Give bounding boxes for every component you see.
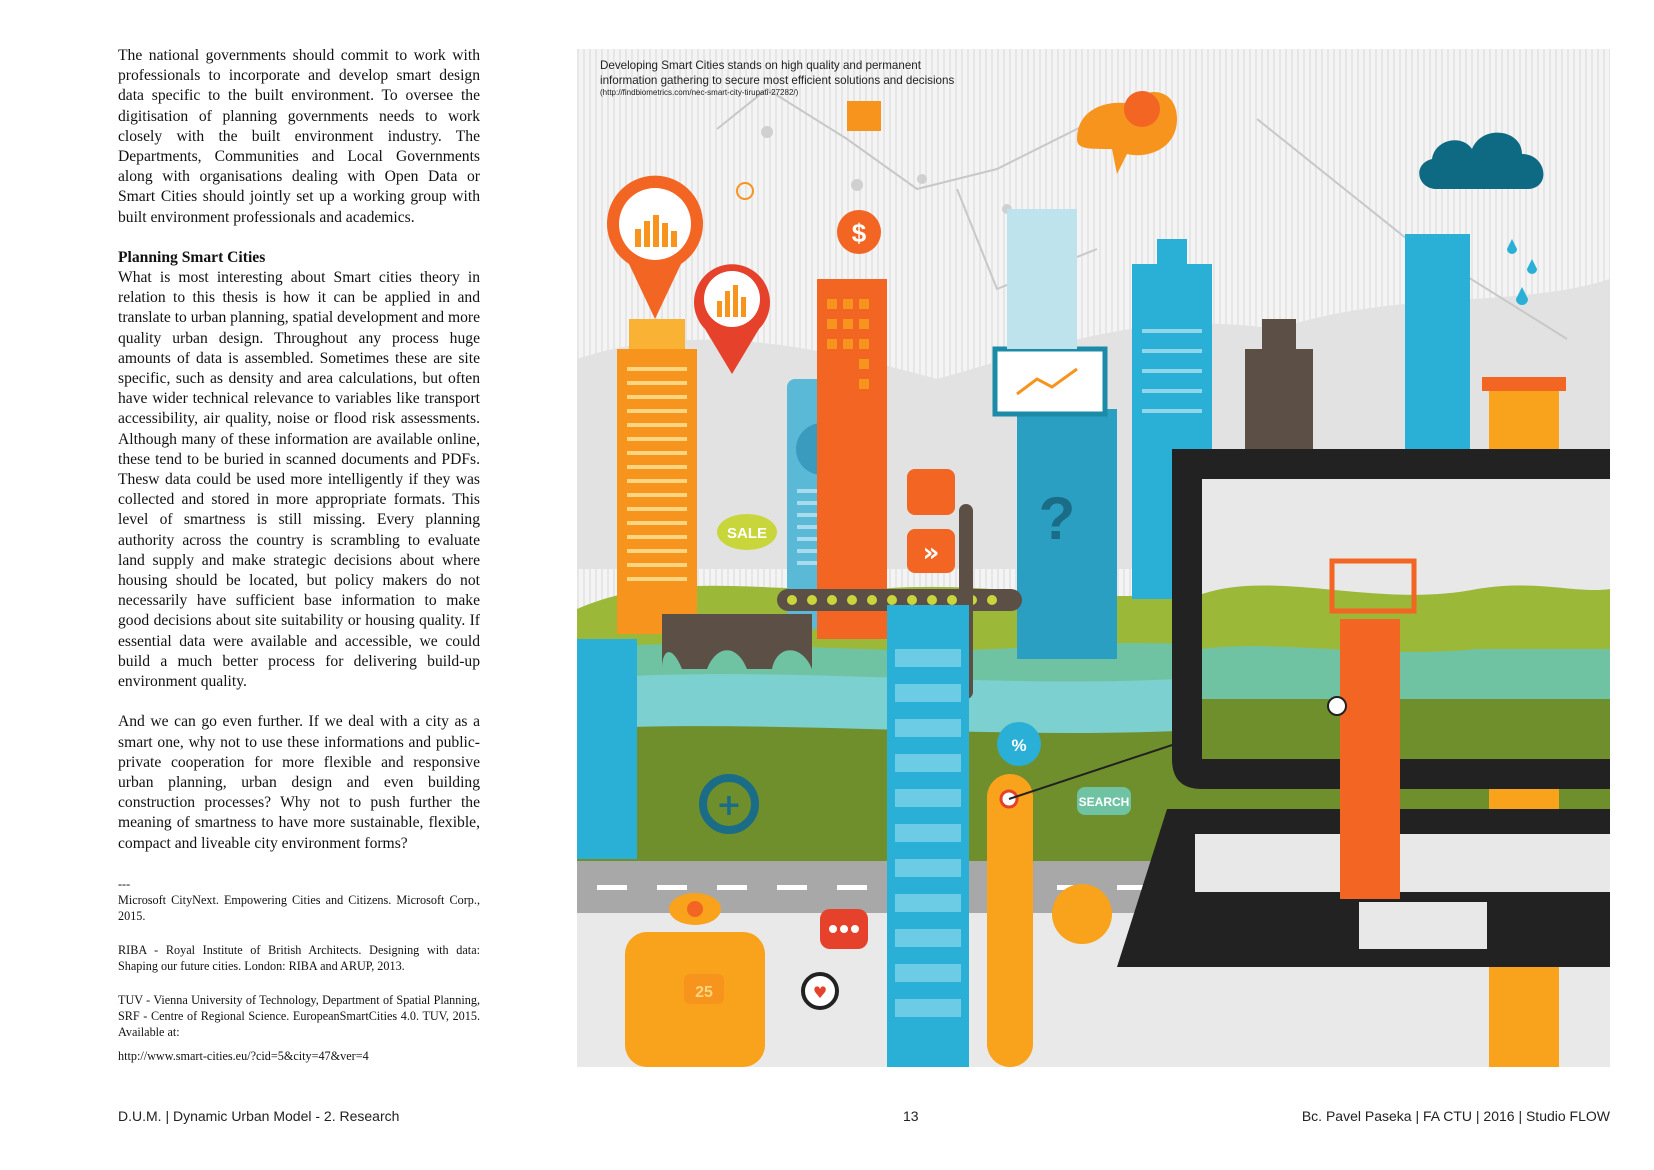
caption-line: Developing Smart Cities stands on high quality and permanent — [600, 59, 921, 72]
percent-sign: % — [1011, 736, 1027, 755]
dollar-sign: $ — [851, 218, 867, 248]
references-separator: --- — [118, 877, 131, 891]
page-number: 13 — [903, 1108, 919, 1124]
search-label: SEARCH — [1078, 795, 1130, 809]
caption-line: information gathering to secure most efficient solutions and decisions — [600, 74, 955, 87]
body-paragraph: And we can go even further. If we deal with a city as a smart one, why not to use these informations and public-private cooperation for more flexible and responsive urban planning, urban design and even building construction processes? Why not to push further the meaning of smartness to have more sustainable, flexible, compact and liveable city environment forms? — [118, 713, 480, 852]
trackpad — [1359, 902, 1487, 949]
building — [817, 279, 887, 639]
building — [987, 774, 1033, 1067]
monitor-icon — [995, 349, 1105, 414]
building — [577, 639, 637, 859]
puzzle-icon — [847, 101, 881, 131]
calendar-day: 25 — [695, 984, 713, 1001]
reference-item: TUV - Vienna University of Technology, Department of Spatial Planning, SRF - Centre of Regional Science. EuropeanSmartCities 4.0. TUV, 2015. Available at: — [118, 993, 480, 1039]
building — [1340, 619, 1400, 899]
section-heading: Planning Smart Cities — [118, 248, 266, 266]
body-paragraph: What is most interesting about Smart cities theory in relation to this thesis is how it can be applied in and translate to urban planning, spatial development and more quality urban design. Throughout any process huge amounts of data is assembled. Sometimes these are site specific, such as density and area calculations, but often have wider technical relevance to variables like transport accessibility, air quality, noise or flood risk assessments. Although many of these information are available online, these tend to be buried in scanned documents and PDFs. Thesw data could be used more intelligently if they was collected and stored in more appropriate formats. This level of smartness is still missing. Every planning authority across the country is scrambling to evaluate land supply and make strategic decisions about where housing should be located, but policy makers do not necessarily have sufficient base information to make good decisions about site suitability or housing quality. If essential data were available and accessible, we could build a much better process for delivering build-up environment quality. — [118, 269, 481, 691]
reference-link[interactable]: http://www.smart-cities.eu/?cid=5&city=47&ver=4 — [118, 1049, 369, 1063]
svg-text:♥: ♥ — [812, 983, 828, 1002]
smart-city-illustration — [577, 49, 1610, 1067]
text-column — [118, 46, 480, 854]
footer-right: Bc. Pavel Paseka | FA CTU | 2016 | Studio FLOW — [1301, 1108, 1610, 1124]
footer-left: D.U.M. | Dynamic Urban Model - 2. Research — [118, 1108, 400, 1124]
references — [118, 876, 480, 1082]
body-paragraph: The national governments should commit to work with professionals to incorporate and develop smart design data specific to the built environment. To oversee the digitisation of planning governments needs to work closely with the built environment industry. The Departments, Communities and Local Governments along with organisations dealing with Open Data or Smart Cities should jointly set up a working group with built environment professionals and academics. — [118, 47, 480, 226]
chart-icon — [907, 469, 955, 515]
camera-icon — [1052, 884, 1112, 944]
building — [617, 349, 697, 634]
sale-label: SALE — [726, 525, 768, 542]
illustration-caption — [600, 58, 1020, 98]
question-mark: ? — [1038, 485, 1076, 552]
caption-source: (http://findbiometrics.com/nec-smart-city-tirupati-27282/) — [600, 88, 799, 97]
svg-text:+: + — [716, 788, 742, 823]
reference-item: Microsoft CityNext. Empowering Cities and Citizens. Microsoft Corp., 2015. — [118, 893, 480, 923]
svg-text:»: » — [922, 538, 940, 568]
building — [1007, 209, 1077, 349]
reference-item: RIBA - Royal Institute of British Architects. Designing with data: Shaping our future cities. London: RIBA and ARUP, 2013. — [118, 943, 480, 973]
